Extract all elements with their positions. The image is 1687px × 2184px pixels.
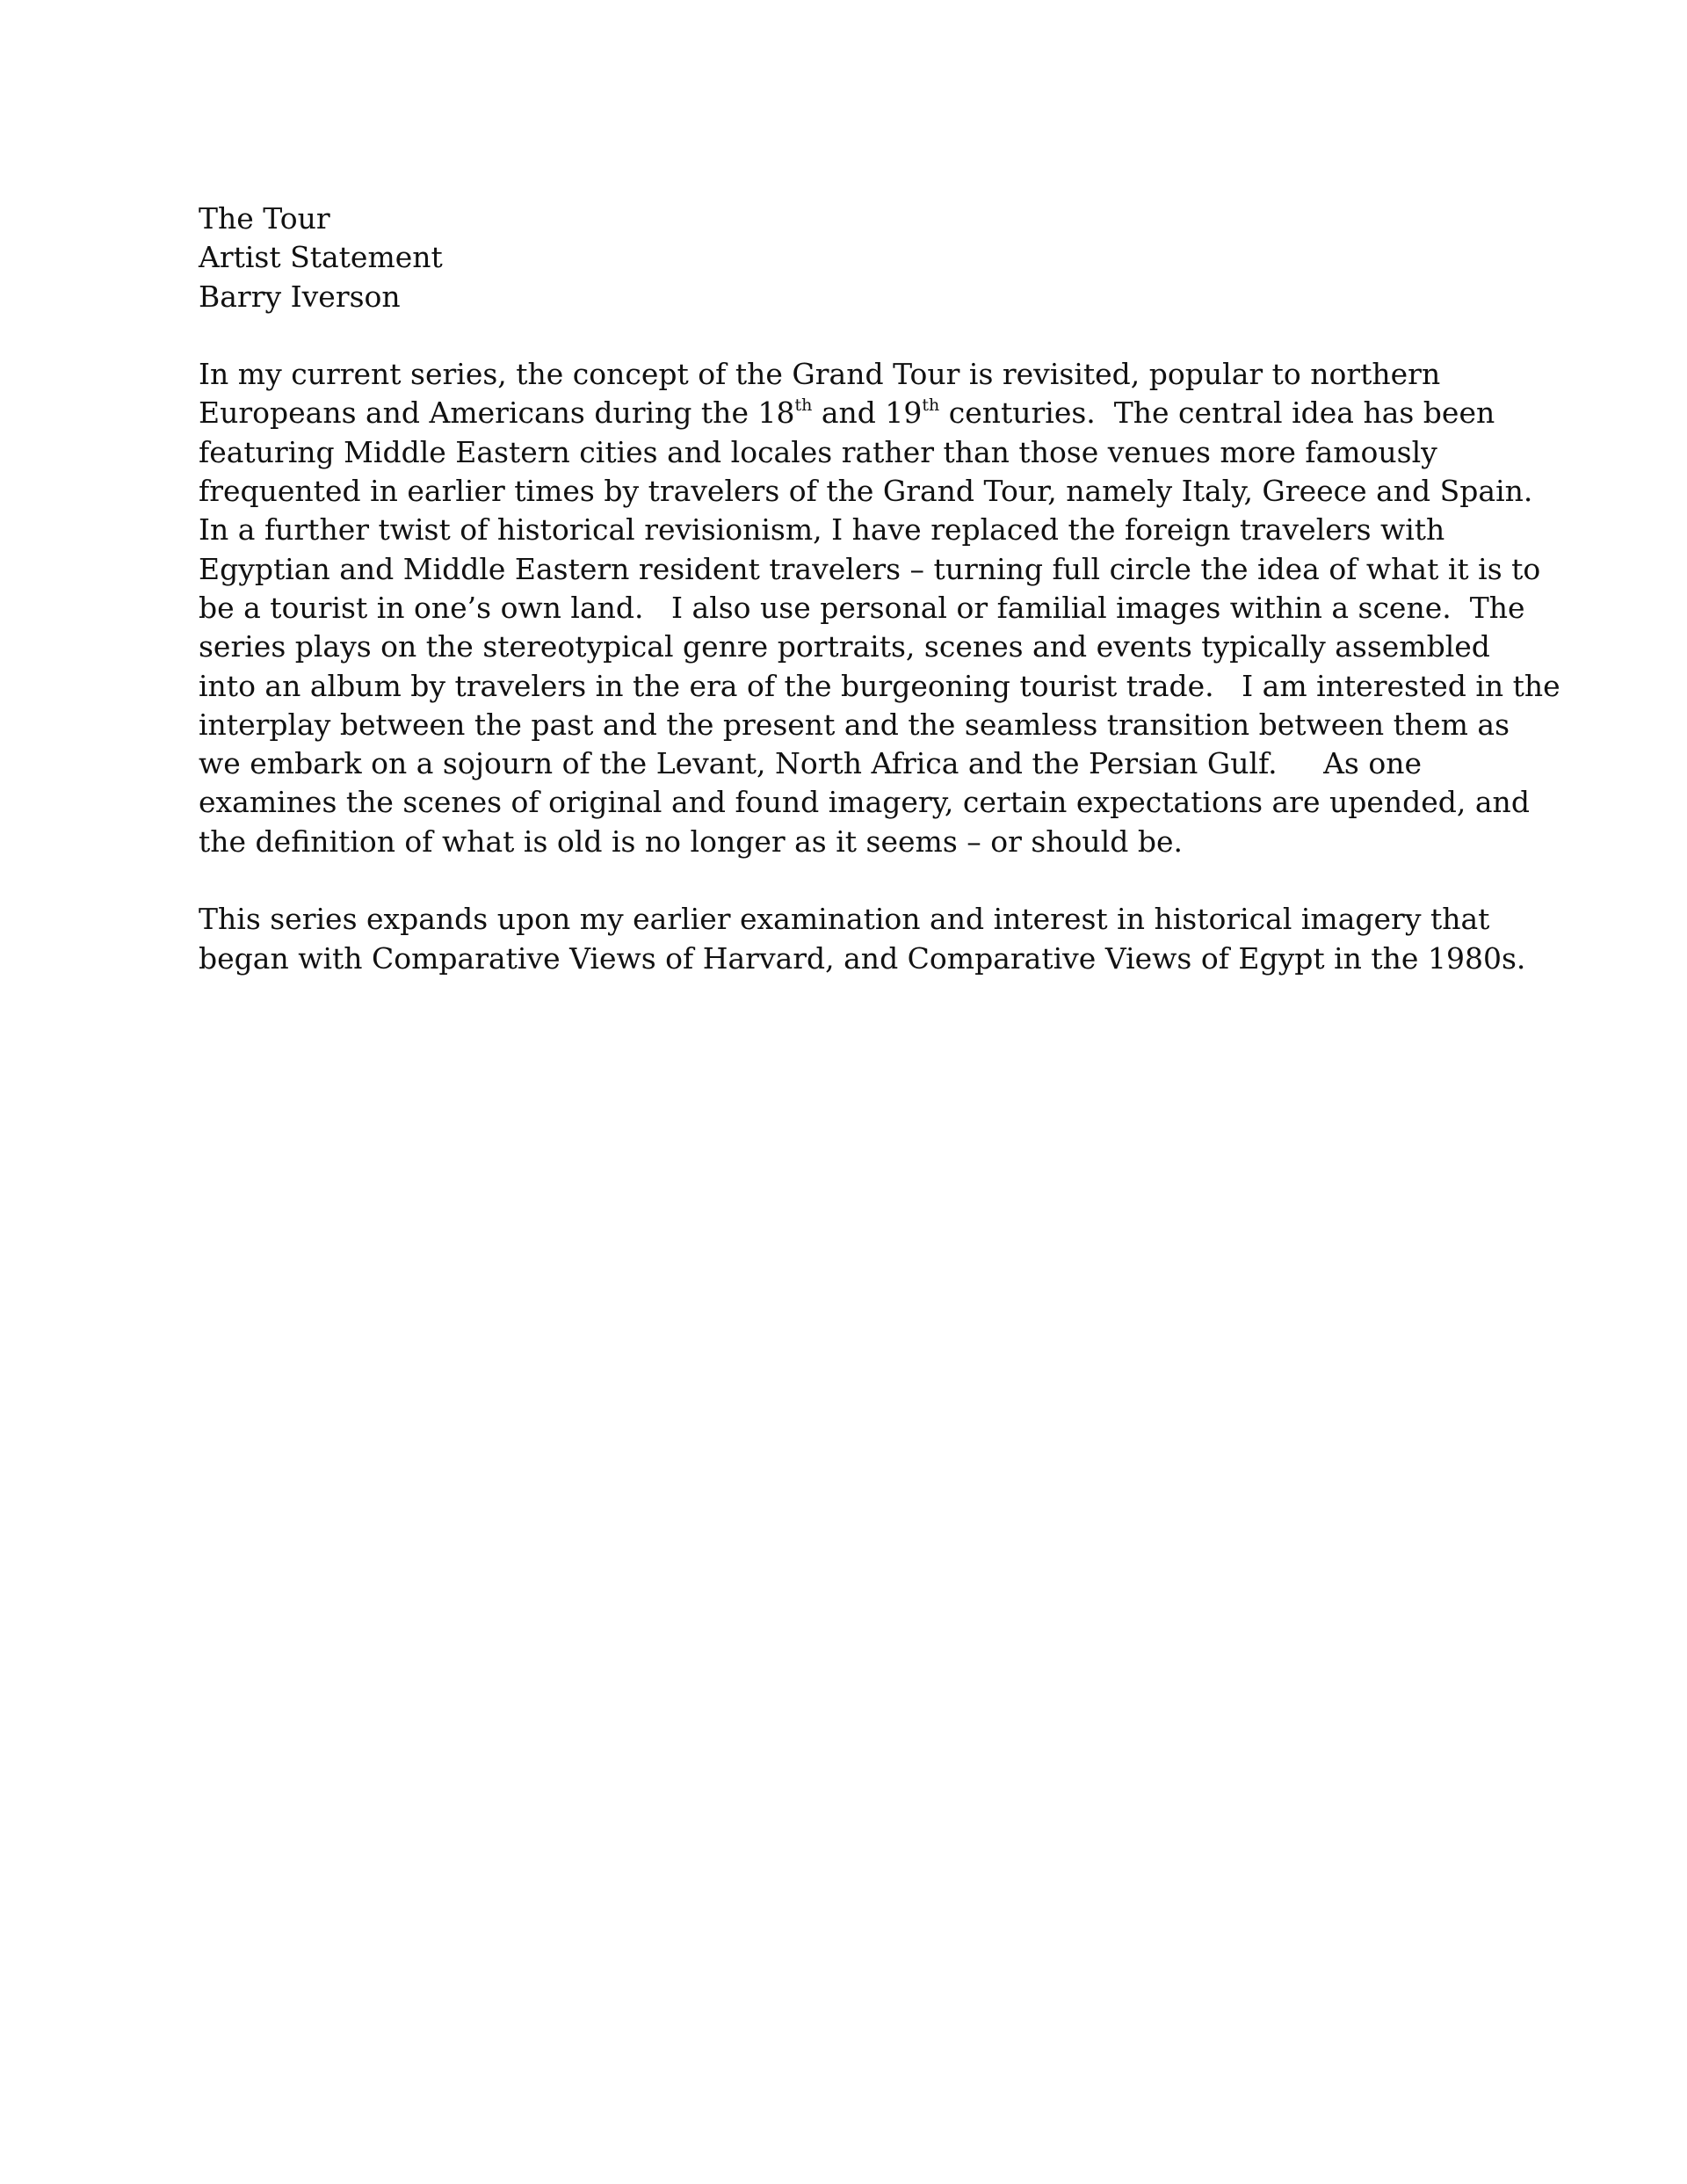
paragraph-1 — [199, 355, 1560, 861]
paragraph-line: In my current series, the concept of the Grand Tour is revisited, popular to northern — [199, 357, 1441, 392]
document-subtitle: Artist Statement — [199, 240, 443, 275]
paragraph-line: we embark on a sojourn of the Levant, North Africa and the Persian Gulf. As one — [199, 746, 1422, 781]
superscript: th — [922, 395, 940, 416]
text-run: centuries. The central idea has been — [939, 395, 1495, 431]
paragraph-line: series plays on the stereotypical genre portraits, scenes and events typically assembled — [199, 629, 1490, 664]
paragraph-line — [199, 394, 1517, 432]
text-run: Europeans and Americans during the 18 — [199, 395, 795, 431]
paragraph-line: In a further twist of historical revisionism, I have replaced the foreign travelers with — [199, 512, 1445, 548]
superscript: th — [794, 395, 813, 416]
paragraph-line: frequented in earlier times by travelers of the Grand Tour, namely Italy, Greece and Spain. — [199, 474, 1533, 509]
paragraph-line: interplay between the past and the present and the seamless transition between them as — [199, 707, 1510, 742]
paragraph-line: be a tourist in one’s own land. I also use personal or familial images within a scene. The — [199, 590, 1525, 625]
paragraph-line: into an album by travelers in the era of the burgeoning tourist trade. I am interested in the — [199, 668, 1560, 703]
document-title: The Tour — [199, 201, 330, 236]
document-author: Barry Iverson — [199, 279, 401, 314]
paragraph-line: began with Comparative Views of Harvard, and Comparative Views of Egypt in the 1980s. — [199, 940, 1526, 976]
paragraph-line: examines the scenes of original and found imagery, certain expectations are upended, and — [199, 785, 1530, 820]
paragraph-spacer — [199, 316, 1517, 355]
text-run: and 19 — [812, 395, 923, 431]
paragraph-line: featuring Middle Eastern cities and locales rather than those venues more famously — [199, 434, 1437, 469]
paragraph-line: Egyptian and Middle Eastern resident travelers – turning full circle the idea of what it is to — [199, 551, 1541, 586]
paragraph-line: the definition of what is old is no longer as it seems – or should be. — [199, 824, 1183, 859]
paragraph-line: This series expands upon my earlier examination and interest in historical imagery that — [199, 902, 1490, 937]
paragraph-2 — [199, 900, 1526, 978]
document-content — [199, 200, 1560, 978]
paragraph-spacer — [199, 861, 1517, 900]
